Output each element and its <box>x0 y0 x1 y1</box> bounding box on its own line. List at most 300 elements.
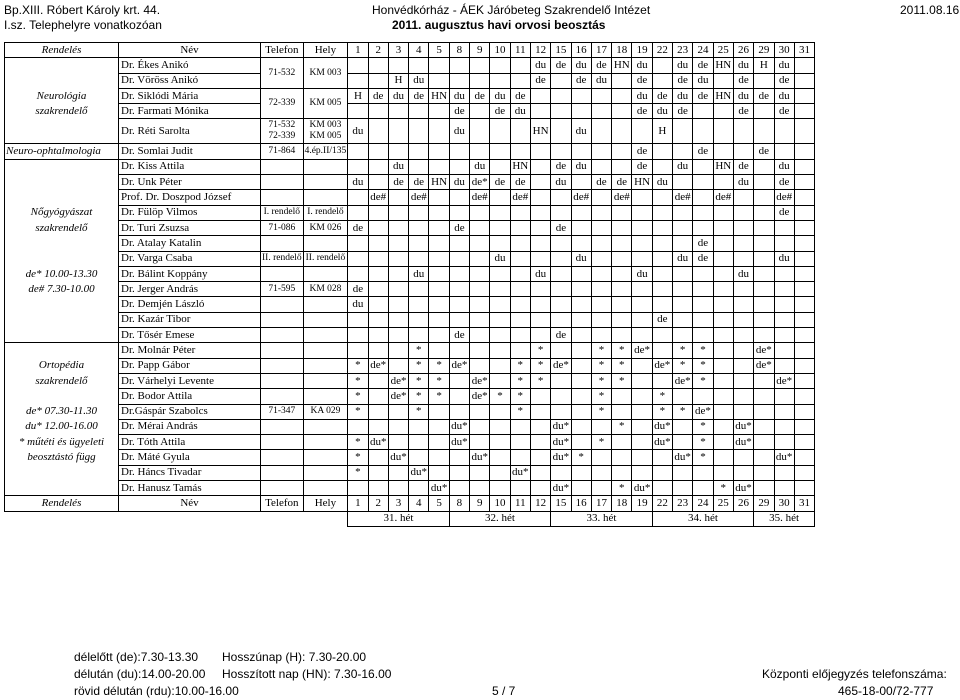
day-cell: du <box>632 88 652 103</box>
day-cell: HN <box>713 159 733 174</box>
day-cell <box>673 481 693 496</box>
day-cell <box>754 190 774 205</box>
day-cell <box>754 282 774 297</box>
day-cell <box>490 450 510 465</box>
day-cell <box>754 297 774 312</box>
day-cell <box>368 450 388 465</box>
day-cell: * <box>693 358 713 373</box>
day-cell <box>571 88 591 103</box>
day-cell <box>551 73 571 88</box>
day-cell <box>673 282 693 297</box>
header-site: I.sz. Telephelyre vonatkozóan <box>4 18 162 32</box>
day-cell: du <box>348 297 368 312</box>
doctor-name: Dr. Kiss Attila <box>119 159 261 174</box>
day-cell: de <box>754 144 774 159</box>
day-cell: de* <box>693 404 713 419</box>
day-cell: H <box>388 73 408 88</box>
day-cell <box>794 73 814 88</box>
location-cell: KM 005 <box>303 88 348 119</box>
day-cell <box>632 190 652 205</box>
day-cell <box>652 266 672 281</box>
column-header-day: 11 <box>510 43 530 58</box>
day-cell <box>490 205 510 220</box>
day-cell <box>510 220 530 235</box>
day-cell <box>348 205 368 220</box>
day-cell <box>368 144 388 159</box>
day-cell <box>490 419 510 434</box>
day-cell <box>754 73 774 88</box>
day-cell <box>754 159 774 174</box>
day-cell <box>429 266 449 281</box>
day-cell <box>652 205 672 220</box>
day-cell <box>551 119 571 144</box>
day-cell <box>510 297 530 312</box>
day-cell <box>733 220 753 235</box>
day-cell: du <box>673 251 693 266</box>
day-cell <box>368 251 388 266</box>
day-cell <box>612 404 632 419</box>
day-cell: de# <box>470 190 490 205</box>
day-cell <box>348 144 368 159</box>
day-cell: de <box>632 159 652 174</box>
day-cell <box>794 312 814 327</box>
day-cell <box>794 358 814 373</box>
day-cell: de <box>632 73 652 88</box>
day-cell: de* <box>632 343 652 358</box>
column-header-day: 2 <box>368 496 388 511</box>
day-cell: du <box>449 88 469 103</box>
doctor-name: Dr. Turi Zsuzsa <box>119 220 261 235</box>
day-cell <box>429 159 449 174</box>
day-cell <box>429 312 449 327</box>
day-cell <box>632 251 652 266</box>
day-cell <box>713 373 733 388</box>
day-cell <box>449 481 469 496</box>
day-cell: * <box>612 481 632 496</box>
day-cell <box>449 465 469 480</box>
day-cell <box>388 104 408 119</box>
day-cell: du <box>510 104 530 119</box>
day-cell <box>551 190 571 205</box>
day-cell <box>733 236 753 251</box>
week-label: 31. hét <box>348 511 449 526</box>
day-cell <box>612 159 632 174</box>
day-cell <box>530 190 550 205</box>
day-cell: HN <box>530 119 550 144</box>
doctor-name: Dr. Kazár Tibor <box>119 312 261 327</box>
day-cell: de <box>409 88 429 103</box>
day-cell <box>510 450 530 465</box>
day-cell: de <box>673 104 693 119</box>
day-cell <box>794 190 814 205</box>
day-cell: * <box>530 358 550 373</box>
doctor-name: Dr.Gáspár Szabolcs <box>119 404 261 419</box>
day-cell <box>774 419 794 434</box>
day-cell: * <box>348 373 368 388</box>
phone-cell: 71-595 <box>261 282 304 297</box>
day-cell: HN <box>429 88 449 103</box>
day-cell: * <box>591 343 611 358</box>
day-cell: du <box>571 119 591 144</box>
day-cell: de <box>530 73 550 88</box>
day-cell <box>612 312 632 327</box>
doctor-name: Dr. Bálint Koppány <box>119 266 261 281</box>
day-cell: de <box>551 220 571 235</box>
day-cell <box>632 389 652 404</box>
day-cell: H <box>754 58 774 73</box>
day-cell <box>713 119 733 144</box>
day-cell <box>510 205 530 220</box>
day-cell: de <box>693 236 713 251</box>
day-cell <box>470 282 490 297</box>
day-cell: du* <box>368 435 388 450</box>
day-cell <box>409 119 429 144</box>
day-cell <box>774 358 794 373</box>
table-row <box>5 312 815 327</box>
location-cell: KM 026 <box>303 220 348 235</box>
day-cell <box>754 251 774 266</box>
day-cell: de <box>733 104 753 119</box>
day-cell <box>693 481 713 496</box>
day-cell <box>530 404 550 419</box>
day-cell: * <box>652 404 672 419</box>
location-cell <box>303 373 348 388</box>
table-row <box>5 73 815 88</box>
day-cell <box>490 481 510 496</box>
day-cell <box>368 389 388 404</box>
day-cell <box>652 481 672 496</box>
day-cell <box>530 419 550 434</box>
day-cell <box>673 389 693 404</box>
day-cell <box>733 297 753 312</box>
day-cell <box>510 419 530 434</box>
day-cell <box>510 282 530 297</box>
day-cell: du <box>774 159 794 174</box>
column-header-name: Név <box>119 496 261 511</box>
day-cell: de# <box>774 190 794 205</box>
day-cell: du <box>673 159 693 174</box>
column-header-day: 4 <box>409 496 429 511</box>
column-header-day: 25 <box>713 43 733 58</box>
booking-phone-number: 465-18-00/72-777 <box>838 684 934 698</box>
day-cell <box>571 328 591 343</box>
day-cell: du <box>551 175 571 190</box>
day-cell <box>530 328 550 343</box>
day-cell <box>794 419 814 434</box>
day-cell <box>530 144 550 159</box>
location-cell <box>303 465 348 480</box>
doctor-name: Dr. Unk Péter <box>119 175 261 190</box>
day-cell <box>571 144 591 159</box>
day-cell <box>348 419 368 434</box>
day-cell <box>673 220 693 235</box>
column-header-day: 19 <box>632 496 652 511</box>
day-cell: de <box>490 104 510 119</box>
day-cell <box>470 58 490 73</box>
day-cell: * <box>673 343 693 358</box>
day-cell: du* <box>652 419 672 434</box>
day-cell: * <box>673 358 693 373</box>
day-cell <box>551 205 571 220</box>
table-row <box>5 282 815 297</box>
day-cell <box>429 419 449 434</box>
day-cell <box>348 190 368 205</box>
header-schedule-title: 2011. augusztus havi orvosi beosztás <box>392 18 606 32</box>
day-cell <box>591 236 611 251</box>
day-cell: * <box>612 419 632 434</box>
table-row <box>5 251 815 266</box>
day-cell <box>409 58 429 73</box>
day-cell <box>591 220 611 235</box>
day-cell <box>693 312 713 327</box>
day-cell: du <box>774 251 794 266</box>
legend-extended: Hosszított nap (HN): 7.30-16.00 <box>222 667 392 681</box>
day-cell <box>673 328 693 343</box>
day-cell <box>571 481 591 496</box>
day-cell <box>693 159 713 174</box>
day-cell: du <box>449 175 469 190</box>
phone-cell <box>261 266 304 281</box>
day-cell <box>348 343 368 358</box>
day-cell <box>733 389 753 404</box>
day-cell <box>571 297 591 312</box>
day-cell: * <box>591 358 611 373</box>
day-cell <box>652 73 672 88</box>
day-cell: de <box>591 58 611 73</box>
location-cell <box>303 358 348 373</box>
doctor-name: Dr. Farmati Mónika <box>119 104 261 119</box>
day-cell <box>368 104 388 119</box>
day-cell <box>571 220 591 235</box>
day-cell: de <box>490 175 510 190</box>
day-cell <box>470 343 490 358</box>
day-cell <box>490 73 510 88</box>
day-cell <box>794 175 814 190</box>
day-cell: de* <box>368 358 388 373</box>
day-cell <box>409 220 429 235</box>
day-cell: de <box>449 328 469 343</box>
location-cell <box>303 450 348 465</box>
day-cell: de* <box>754 343 774 358</box>
location-cell <box>303 175 348 190</box>
day-cell <box>733 144 753 159</box>
day-cell <box>794 205 814 220</box>
day-cell: H <box>348 88 368 103</box>
location-cell <box>303 389 348 404</box>
day-cell <box>774 282 794 297</box>
column-header-day: 8 <box>449 43 469 58</box>
day-cell <box>713 465 733 480</box>
location-cell: II. rendelő <box>303 251 348 266</box>
day-cell <box>591 481 611 496</box>
day-cell: de <box>754 88 774 103</box>
day-cell <box>429 144 449 159</box>
legend-morning: délelőtt (de):7.30-13.30 <box>74 650 199 664</box>
phone-cell <box>261 389 304 404</box>
day-cell <box>388 358 408 373</box>
day-cell <box>449 251 469 266</box>
day-cell <box>591 312 611 327</box>
day-cell <box>571 373 591 388</box>
day-cell: * <box>612 373 632 388</box>
day-cell <box>368 119 388 144</box>
day-cell <box>510 481 530 496</box>
day-cell <box>713 175 733 190</box>
day-cell <box>429 73 449 88</box>
day-cell: du <box>490 251 510 266</box>
doctor-name: Dr. Demjén László <box>119 297 261 312</box>
day-cell <box>673 119 693 144</box>
day-cell: du <box>693 73 713 88</box>
day-cell: du* <box>409 465 429 480</box>
day-cell <box>551 282 571 297</box>
day-cell <box>632 312 652 327</box>
day-cell <box>652 282 672 297</box>
day-cell <box>591 159 611 174</box>
day-cell: HN <box>713 58 733 73</box>
doctor-name: Dr. Somlai Judit <box>119 144 261 159</box>
day-cell <box>348 58 368 73</box>
column-header-day: 3 <box>388 43 408 58</box>
day-cell <box>591 465 611 480</box>
day-cell <box>409 328 429 343</box>
column-header-day: 12 <box>530 496 550 511</box>
day-cell: HN <box>713 88 733 103</box>
day-cell <box>490 144 510 159</box>
day-cell <box>429 404 449 419</box>
column-header-day: 5 <box>429 43 449 58</box>
table-row <box>5 404 815 419</box>
day-cell: * <box>429 358 449 373</box>
section-label <box>5 389 119 404</box>
day-cell <box>510 328 530 343</box>
day-cell <box>368 175 388 190</box>
day-cell <box>530 205 550 220</box>
section-label: de* 07.30-11.30 <box>5 404 119 419</box>
phone-cell <box>261 159 304 174</box>
day-cell <box>612 435 632 450</box>
doctor-name: Dr. Varga Csaba <box>119 251 261 266</box>
day-cell: de* <box>449 358 469 373</box>
day-cell <box>510 236 530 251</box>
section-label <box>5 236 119 251</box>
day-cell <box>774 328 794 343</box>
day-cell <box>490 58 510 73</box>
day-cell <box>632 358 652 373</box>
day-cell <box>551 236 571 251</box>
day-cell: de* <box>551 358 571 373</box>
table-row <box>5 481 815 496</box>
column-header-day: 22 <box>652 43 672 58</box>
day-cell <box>530 312 550 327</box>
day-cell <box>632 236 652 251</box>
location-cell <box>303 312 348 327</box>
location-cell: KA 029 <box>303 404 348 419</box>
column-header-day: 10 <box>490 43 510 58</box>
day-cell <box>470 119 490 144</box>
day-cell: * <box>591 404 611 419</box>
day-cell: de* <box>470 175 490 190</box>
day-cell <box>632 373 652 388</box>
day-cell: de <box>652 312 672 327</box>
day-cell <box>409 251 429 266</box>
day-cell: du <box>348 119 368 144</box>
day-cell <box>429 450 449 465</box>
day-cell <box>591 450 611 465</box>
doctor-name: Dr. Tóth Attila <box>119 435 261 450</box>
day-cell <box>733 190 753 205</box>
day-cell <box>652 251 672 266</box>
day-cell <box>368 404 388 419</box>
day-cell <box>368 236 388 251</box>
day-cell <box>612 251 632 266</box>
day-cell <box>591 144 611 159</box>
table-row <box>5 450 815 465</box>
phone-cell <box>261 419 304 434</box>
column-header-day: 8 <box>449 496 469 511</box>
day-cell <box>551 373 571 388</box>
schedule-table <box>4 42 815 527</box>
column-header-name: Név <box>119 43 261 58</box>
table-row <box>5 419 815 434</box>
day-cell: de <box>774 175 794 190</box>
day-cell <box>754 236 774 251</box>
day-cell <box>774 297 794 312</box>
day-cell <box>348 328 368 343</box>
day-cell <box>774 481 794 496</box>
day-cell: du <box>530 58 550 73</box>
table-row <box>5 266 815 281</box>
day-cell: du* <box>449 419 469 434</box>
day-cell: du* <box>429 481 449 496</box>
column-header-day: 18 <box>612 496 632 511</box>
doctor-name: Dr. Ékes Anikó <box>119 58 261 73</box>
location-line: KM 005 <box>309 131 342 142</box>
section-label <box>5 175 119 190</box>
day-cell <box>774 389 794 404</box>
doctor-name: Dr. Hanusz Tamás <box>119 481 261 496</box>
day-cell <box>571 389 591 404</box>
legend-short-afternoon: rövid délután (rdu):10.00-16.00 <box>74 684 239 698</box>
column-header-day: 30 <box>774 43 794 58</box>
day-cell <box>429 297 449 312</box>
location-cell: KM 028 <box>303 282 348 297</box>
phone-cell <box>261 450 304 465</box>
day-cell <box>470 144 490 159</box>
day-cell: * <box>510 373 530 388</box>
day-cell <box>632 450 652 465</box>
table-row <box>5 104 815 119</box>
day-cell <box>429 435 449 450</box>
day-cell <box>409 236 429 251</box>
location-cell <box>303 119 348 144</box>
phone-cell: 71-086 <box>261 220 304 235</box>
day-cell <box>754 328 774 343</box>
day-cell <box>591 205 611 220</box>
day-cell <box>510 58 530 73</box>
day-cell: * <box>409 389 429 404</box>
day-cell <box>348 104 368 119</box>
day-cell <box>409 144 429 159</box>
section-label: de# 7.30-10.00 <box>5 282 119 297</box>
day-cell <box>794 404 814 419</box>
day-cell: de <box>449 220 469 235</box>
section-label <box>5 190 119 205</box>
day-cell <box>571 282 591 297</box>
day-cell <box>530 220 550 235</box>
day-cell <box>429 220 449 235</box>
day-cell <box>754 205 774 220</box>
